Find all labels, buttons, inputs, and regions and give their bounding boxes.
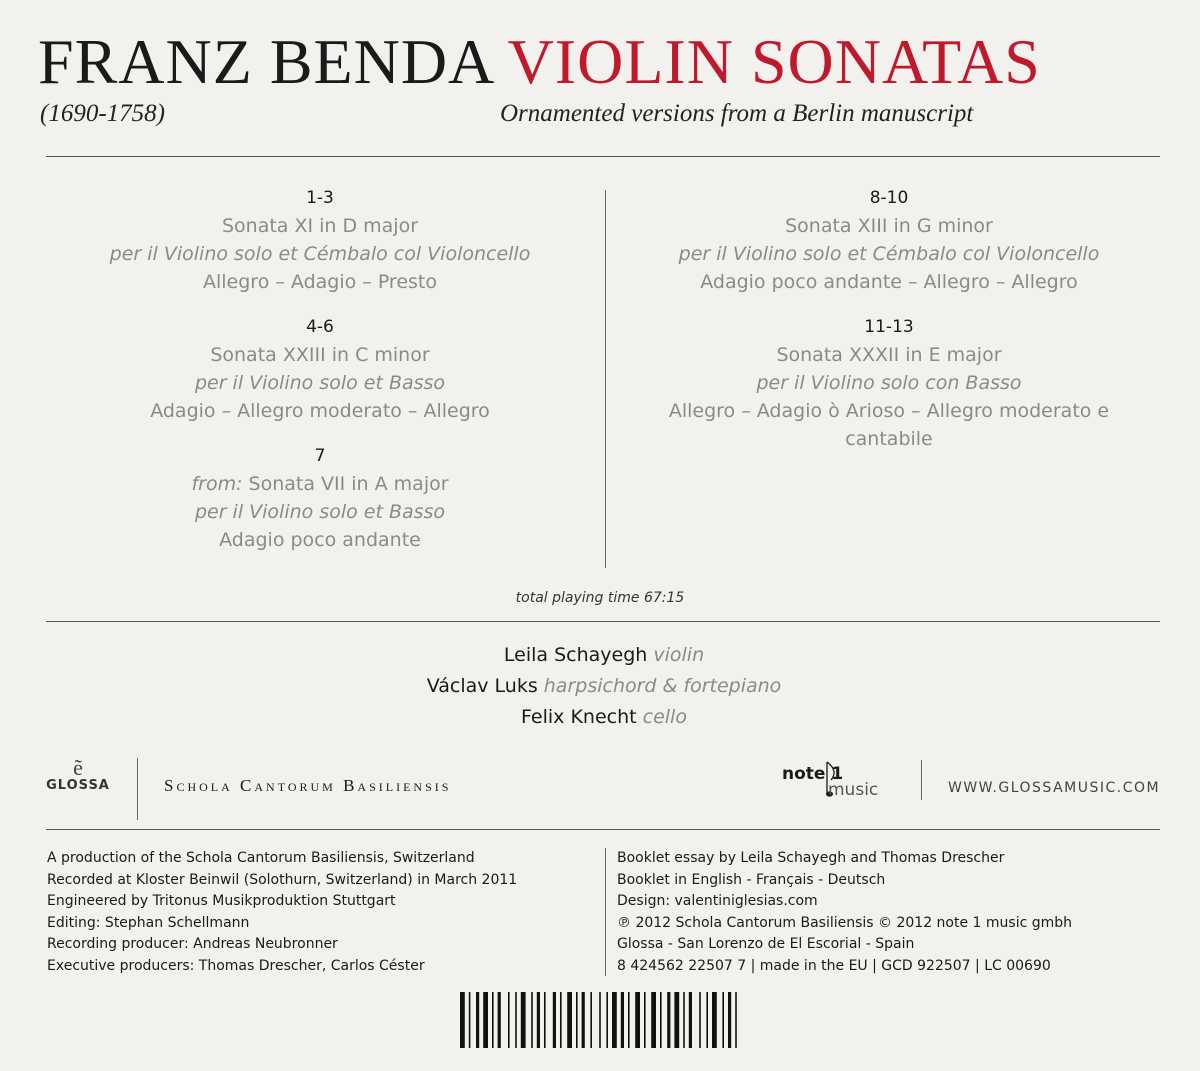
performer-line xyxy=(0,702,1200,733)
sonata-movements: Allegro – Adagio – Presto xyxy=(203,271,437,293)
barcode-bar xyxy=(508,992,510,1048)
track-group xyxy=(40,313,600,425)
album-title xyxy=(38,22,1041,102)
divider-column xyxy=(605,190,606,568)
barcode-bar xyxy=(521,992,526,1048)
barcode-bar xyxy=(706,992,708,1048)
divider-middle xyxy=(46,621,1160,622)
sonata-movements: Adagio poco andante xyxy=(219,529,421,551)
credit-line: A production of the Schola Cantorum Basiliensis, Switzerland xyxy=(47,850,475,866)
sonata-title xyxy=(40,470,600,498)
performer-instrument: harpsichord & fortepiano xyxy=(543,675,782,697)
barcode-bar xyxy=(699,992,701,1048)
barcode-bar xyxy=(628,992,630,1048)
credit-line: 8 424562 22507 7 | made in the EU | GCD 922507 | LC 00690 xyxy=(617,957,1051,974)
website-url: WWW.GLOSSAMUSIC.COM xyxy=(948,780,1161,796)
sonata-title-text: Sonata VII in A major xyxy=(242,473,449,495)
barcode-bar xyxy=(683,992,685,1048)
barcode-bar xyxy=(460,992,465,1048)
track-group xyxy=(40,184,600,296)
sonata-title: Sonata XXIII in C minor xyxy=(210,344,430,366)
credit-line: Booklet in English - Français - Deutsch xyxy=(617,871,886,888)
total-playing-time: total playing time 67:15 xyxy=(515,590,685,606)
credit-line: Glossa - San Lorenzo de El Escorial - Spain xyxy=(617,936,915,952)
sonata-movements: Allegro – Adagio ò Arioso – Allegro moderato e xyxy=(668,400,1110,422)
barcode-bar xyxy=(735,992,737,1048)
barcode-bar xyxy=(635,992,640,1048)
sonata-movements: Adagio poco andante – Allegro – Allegro xyxy=(700,271,1078,293)
album-subtitle: Ornamented versions from a Berlin manuscript xyxy=(500,100,974,127)
barcode-bar xyxy=(651,992,656,1048)
note1-wordmark: note 1 xyxy=(782,764,844,784)
glossa-symbol-icon: ẽ xyxy=(73,755,83,780)
barcode-bar xyxy=(567,992,572,1048)
track-number: 1-3 xyxy=(306,188,334,208)
sonata-scoring: per il Violino solo et Cémbalo col Violoncello xyxy=(678,243,1100,265)
track-number: 7 xyxy=(314,446,326,466)
barcode-bar xyxy=(590,992,592,1048)
glossa-logo xyxy=(46,755,110,793)
barcode-bar xyxy=(728,992,731,1048)
schola-cantorum-logo: Schola Cantorum Basiliensis xyxy=(164,776,452,795)
performer-name: Václav Luks xyxy=(426,675,538,697)
barcode-bar xyxy=(498,992,501,1048)
logo-divider xyxy=(137,758,138,820)
track-number: 4-6 xyxy=(306,317,334,337)
barcode-bar xyxy=(644,992,646,1048)
sonata-title: Sonata XI in D major xyxy=(221,215,419,237)
performer-line xyxy=(0,640,1200,671)
sonata-scoring: per il Violino solo et Cémbalo col Violoncello xyxy=(109,243,531,265)
barcode-bar xyxy=(544,992,546,1048)
tracklist-left xyxy=(40,184,600,571)
barcode-bar xyxy=(689,992,692,1048)
barcode-bar xyxy=(621,992,624,1048)
performer-line xyxy=(0,671,1200,702)
note1-music-logo xyxy=(780,760,900,800)
logo-divider xyxy=(921,760,922,800)
divider-bottom xyxy=(46,829,1160,830)
sonata-scoring: per il Violino solo con Basso xyxy=(756,372,1022,394)
work-title: VIOLIN SONATAS xyxy=(507,26,1041,97)
barcode-bar xyxy=(612,992,617,1048)
barcode-bar xyxy=(515,992,517,1048)
track-group xyxy=(610,313,1168,453)
performer-instrument: violin xyxy=(653,644,705,666)
credit-line: ℗ 2012 Schola Cantorum Basiliensis © 2012 note 1 music gmbh xyxy=(617,914,1073,931)
tracklist-right xyxy=(610,184,1168,470)
barcode-bar xyxy=(599,992,601,1048)
track-number: 8-10 xyxy=(869,188,909,208)
glossa-wordmark: GLOSSA xyxy=(46,778,110,793)
barcode-bar xyxy=(531,992,533,1048)
credit-line: Booklet essay by Leila Schayegh and Thomas Drescher xyxy=(617,850,1005,866)
performer-instrument: cello xyxy=(642,706,687,728)
performer-name: Felix Knecht xyxy=(521,706,637,728)
credit-line: Editing: Stephan Schellmann xyxy=(47,914,250,931)
barcode-bar xyxy=(660,992,662,1048)
credit-line: Executive producers: Thomas Drescher, Carlos Céster xyxy=(47,957,425,974)
credit-line: Design: valentiniglesias.com xyxy=(617,893,818,909)
sonata-scoring: per il Violino solo et Basso xyxy=(194,501,446,523)
performer-name: Leila Schayegh xyxy=(503,644,648,666)
barcode-bar xyxy=(492,992,494,1048)
sonata-scoring: per il Violino solo et Basso xyxy=(194,372,446,394)
barcode-icon xyxy=(458,992,746,1048)
composer-dates: (1690-1758) xyxy=(40,100,165,127)
barcode-bar xyxy=(582,992,585,1048)
barcode-bar xyxy=(483,992,488,1048)
from-label: from: xyxy=(191,473,243,495)
credit-line: Recorded at Kloster Beinwil (Solothurn, Switzerland) in March 2011 xyxy=(47,871,518,888)
composer-name: FRANZ BENDA xyxy=(38,26,492,97)
credits-booklet xyxy=(617,848,1072,977)
sonata-movements: Adagio – Allegro moderato – Allegro xyxy=(150,400,490,422)
credits-production xyxy=(47,848,517,977)
barcode-bar xyxy=(469,992,471,1048)
sonata-title: Sonata XXXII in E major xyxy=(776,344,1002,366)
barcode-bar xyxy=(667,992,670,1048)
barcode-bar xyxy=(712,992,717,1048)
performers xyxy=(0,640,1200,733)
barcode-bar xyxy=(537,992,540,1048)
credits-divider xyxy=(605,848,606,976)
barcode-bar xyxy=(606,992,608,1048)
note1-music-text: music xyxy=(828,780,879,800)
barcode-bar xyxy=(476,992,479,1048)
track-group xyxy=(40,442,600,554)
divider-top xyxy=(46,156,1160,157)
track-number: 11-13 xyxy=(864,317,914,337)
sonata-movements-continued: cantabile xyxy=(845,428,933,450)
barcode-bar xyxy=(722,992,724,1048)
barcode-bar xyxy=(674,992,679,1048)
credit-line: Engineered by Tritonus Musikproduktion Stuttgart xyxy=(47,893,396,909)
sonata-title: Sonata XIII in G minor xyxy=(785,215,993,237)
barcode-bar xyxy=(576,992,578,1048)
track-group xyxy=(610,184,1168,296)
barcode-bar xyxy=(553,992,556,1048)
barcode-bar xyxy=(560,992,562,1048)
credit-line: Recording producer: Andreas Neubronner xyxy=(47,936,338,952)
